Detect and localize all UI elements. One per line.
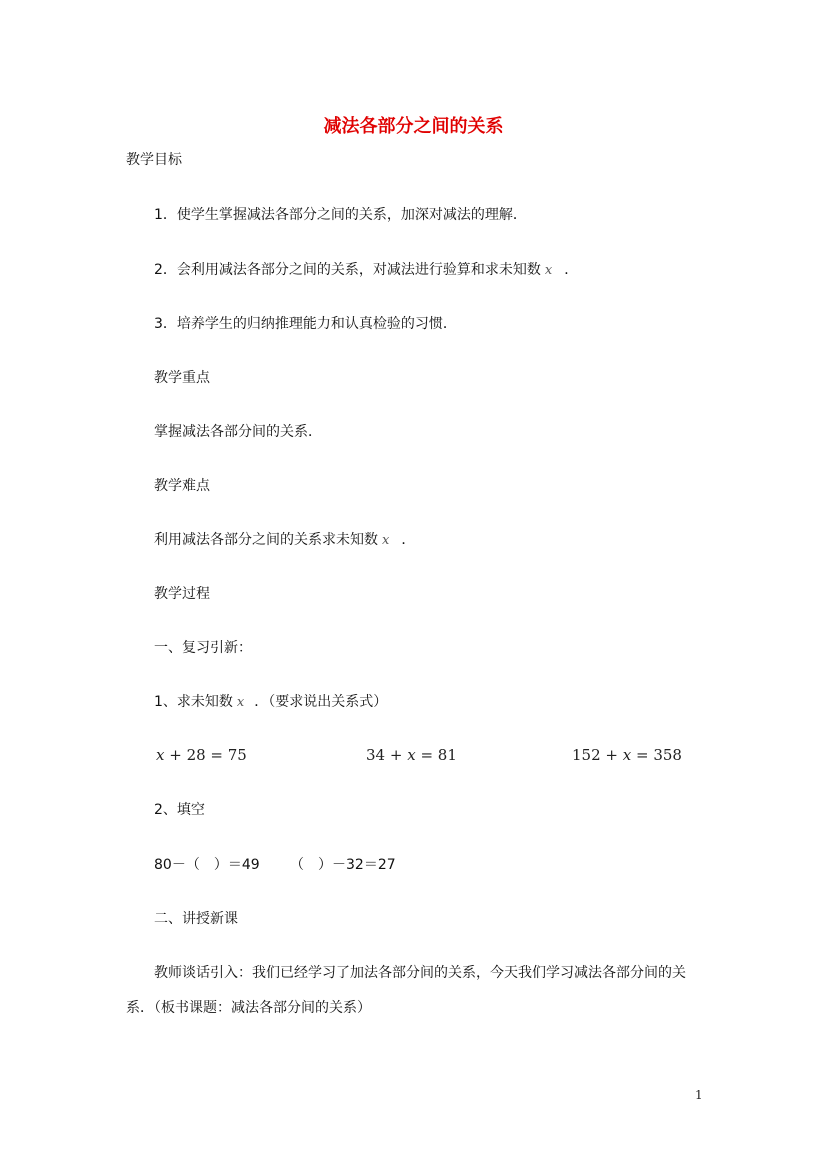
objective-item-1: 1．使学生掌握减法各部分之间的关系，加深对减法的理解． [154, 207, 527, 223]
objective-item-2-end: ． [564, 262, 579, 278]
objective-item-3: 3．培养学生的归纳推理能力和认真检验的习惯． [154, 316, 457, 332]
section-1-heading: 一、复习引新： [154, 640, 252, 656]
equation-1: x + 28 = 75 [156, 746, 247, 764]
exercise-2-heading: 2、填空 [154, 802, 205, 818]
key-point-heading: 教学重点 [154, 370, 210, 386]
variable-x: x [382, 533, 390, 548]
objectives-heading: 教学目标 [126, 152, 182, 168]
process-heading: 教学过程 [154, 586, 210, 602]
fill-blank-2: （ ）－32＝27 [290, 857, 396, 873]
intro-paragraph-line-2: 系．（板书课题：减法各部分间的关系） [126, 1000, 371, 1016]
difficulty-text-body: 利用减法各部分之间的关系求未知数 [154, 532, 378, 548]
page-number: 1 [695, 1088, 703, 1102]
equation-3: 152 + x = 358 [572, 746, 682, 764]
equation-variable: x [407, 746, 416, 764]
equation-2: 34 + x = 81 [366, 746, 457, 764]
difficulty-heading: 教学难点 [154, 478, 210, 494]
section-2-heading: 二、讲授新课 [154, 911, 238, 927]
exercise-1-suffix: ．（要求说出关系式） [254, 694, 388, 710]
objective-item-2 [154, 260, 578, 281]
variable-x: x [236, 695, 245, 710]
fill-blank-1: 80－（ ）＝49 [154, 857, 260, 873]
variable-x: x [544, 263, 553, 278]
key-point-text: 掌握减法各部分间的关系． [154, 424, 322, 440]
objective-item-2-text: 2．会利用减法各部分之间的关系，对减法进行验算和求未知数 [154, 262, 541, 278]
difficulty-text [154, 530, 415, 551]
difficulty-text-end: ． [401, 532, 416, 548]
intro-paragraph-line-1: 教师谈话引入：我们已经学习了加法各部分间的关系，今天我们学习减法各部分间的关 [154, 965, 686, 981]
equation-variable: x [622, 746, 632, 764]
exercise-1 [154, 692, 387, 713]
page-title: 减法各部分之间的关系 [323, 116, 504, 137]
exercise-1-prefix: 1、求未知数 [154, 694, 233, 710]
equation-variable: x [156, 746, 165, 764]
